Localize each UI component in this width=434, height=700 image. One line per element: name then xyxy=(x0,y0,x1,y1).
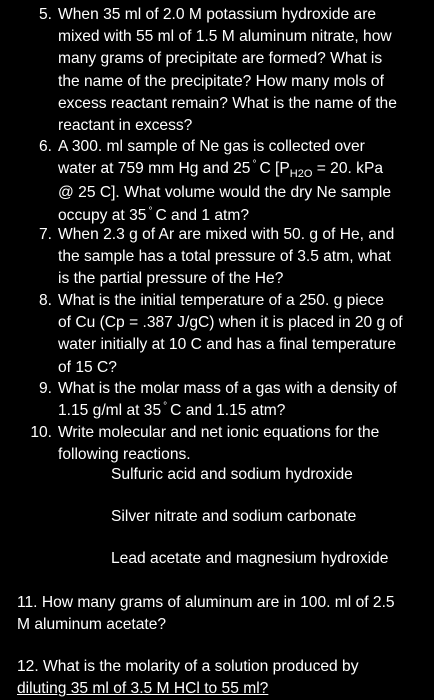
question-number: 8. xyxy=(38,292,52,309)
question-text xyxy=(58,290,416,379)
text-segment: C and 1.15 atm? xyxy=(170,402,286,420)
question-line xyxy=(58,158,416,182)
question-11 xyxy=(17,592,427,636)
text-segment: C and 1 atm? xyxy=(155,206,250,224)
question-number: 10. xyxy=(30,424,52,441)
question-line: water initially at 10 C and has a final temperature xyxy=(58,336,397,354)
question-line: M aluminum acetate? xyxy=(17,616,167,634)
reaction-item: Lead acetate and magnesium hydroxide xyxy=(111,550,389,567)
question-line: What is the molar mass of a gas with a density of xyxy=(58,380,397,397)
degree-symbol: ° xyxy=(252,159,257,171)
question-line: of Cu (Cp = .387 J/gC) when it is placed in 20 g of xyxy=(58,314,403,332)
text-segment: = 20. kPa xyxy=(312,160,384,178)
question-line: 12. What is the molarity of a solution produced by xyxy=(17,658,359,675)
question-12 xyxy=(17,656,427,700)
question-line: of 15 C? xyxy=(58,358,117,376)
text-segment: C [P xyxy=(259,160,290,178)
text-segment: occupy at 35 xyxy=(58,206,147,224)
question-text xyxy=(58,378,416,424)
subscript: H2O xyxy=(289,168,313,181)
question-line: 11. How many grams of aluminum are in 100. ml of 2.5 xyxy=(17,594,395,611)
question-number: 7. xyxy=(38,226,52,243)
question-line: the sample has a total pressure of 3.5 atm, what xyxy=(58,248,391,266)
question-line: many grams of precipitate are formed? What is xyxy=(58,50,383,68)
question-line: following reactions. xyxy=(58,446,191,464)
question-text xyxy=(58,422,416,466)
question-line: is the partial pressure of the He? xyxy=(58,270,284,288)
question-line xyxy=(58,400,416,424)
question-line: Write molecular and net ionic equations for the xyxy=(58,424,380,441)
question-line: A 300. ml sample of Ne gas is collected over xyxy=(58,138,365,155)
question-line: reactant in excess? xyxy=(58,117,193,135)
reaction-item: Sulfuric acid and sodium hydroxide xyxy=(111,466,353,483)
question-number: 5. xyxy=(38,6,52,23)
question-line: When 2.3 g of Ar are mixed with 50. g of He, and xyxy=(58,226,395,243)
degree-symbol: ° xyxy=(163,401,168,413)
question-line: the name of the precipitate? How many mols of xyxy=(58,72,384,90)
reaction-item: Silver nitrate and sodium carbonate xyxy=(111,508,357,525)
question-line: When 35 ml of 2.0 M potassium hydroxide are xyxy=(58,6,377,23)
question-number: 6. xyxy=(38,138,52,155)
question-line: @ 25 C]. What volume would the dry Ne sample xyxy=(58,184,392,202)
question-text xyxy=(58,136,416,229)
question-line: excess reactant remain? What is the name of the xyxy=(58,94,397,112)
question-text xyxy=(58,4,416,137)
text-segment: water at 759 mm Hg and 25 xyxy=(58,160,251,178)
degree-symbol: ° xyxy=(148,205,153,217)
question-line: mixed with 55 ml of 1.5 M aluminum nitrate, how xyxy=(58,28,392,46)
question-line: What is the initial temperature of a 250. g piece xyxy=(58,292,384,309)
question-text xyxy=(58,224,416,291)
text-segment: 1.15 g/ml at 35 xyxy=(58,402,162,420)
question-line: diluting 35 ml of 3.5 M HCl to 55 ml? xyxy=(17,680,269,698)
question-number: 9. xyxy=(38,380,52,397)
